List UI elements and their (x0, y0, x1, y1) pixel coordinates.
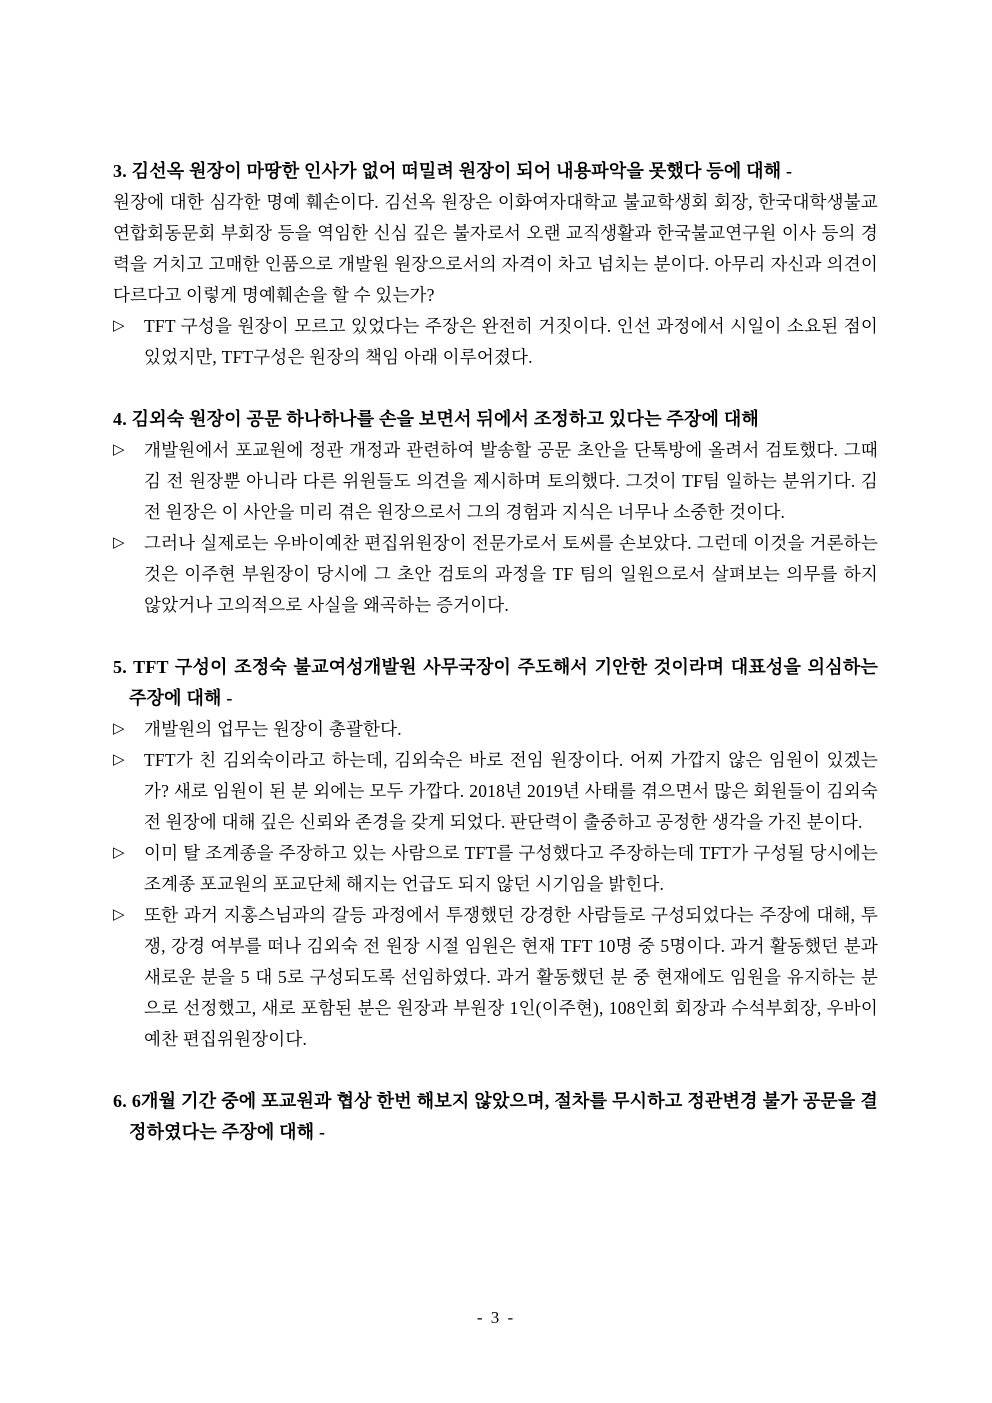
section-heading: 5. TFT 구성이 조정숙 불교여성개발원 사무국장이 주도해서 기안한 것이라며 대표성을 의심하는 주장에 대해 - (113, 657, 878, 708)
bullet-item (113, 714, 878, 745)
section-3 (113, 156, 878, 373)
section-6 (113, 1086, 878, 1148)
page-number: - 3 - (476, 1308, 516, 1327)
triangle-bullet-icon: ▷ (113, 318, 125, 334)
bullet-text: 그러나 실제로는 우바이예찬 편집위원장이 전문가로서 토씨를 손보았다. 그런데 이것을 거론하는 것은 이주현 부원장이 당시에 그 초안 검토의 과정을 TF 팀의 일원으로서 살펴보는 의무를 하지 않았거나 고의적으로 사실을 왜곡하는 증거이다. (144, 533, 878, 615)
bullet-text: 또한 과거 지홍스님과의 갈등 과정에서 투쟁했던 강경한 사람들로 구성되었다는 주장에 대해, 투쟁, 강경 여부를 떠나 김외숙 전 원장 시절 임원은 현재 TFT 10명 중 5명이다. 과거 활동했던 분과 새로운 분을 5 대 5로 구성되도록 선임하였다. 과거 활동했던 분 중 현재에도 임원을 유지하는 분으로 선정했고, 새로 포함된 분은 원장과 부원장 1인(이주현), 108인회 회장과 수석부회장, 우바이예찬 편집위원장이다. (144, 905, 878, 1049)
bullet-text: 이미 탈 조계종을 주장하고 있는 사람으로 TFT를 구성했다고 주장하는데 TFT가 구성될 당시에는 조계종 포교원의 포교단체 해지는 언급도 되지 않던 시기임을 밝힌다. (144, 843, 878, 894)
bullet-text: 개발원의 업무는 원장이 총괄한다. (144, 719, 402, 739)
section-heading: 6. 6개월 기간 중에 포교원과 협상 한번 해보지 않았으며, 절차를 무시하고 정관변경 불가 공문을 결정하였다는 주장에 대해 - (113, 1091, 878, 1142)
section-heading: 4. 김외숙 원장이 공문 하나하나를 손을 보면서 뒤에서 조정하고 있다는 주장에 대해 (113, 409, 760, 429)
triangle-bullet-icon: ▷ (113, 535, 125, 551)
bullet-item (113, 838, 878, 900)
bullet-text: TFT 구성을 원장이 모르고 있었다는 주장은 완전히 거짓이다. 인선 과정에서 시일이 소요된 점이 있었지만, TFT구성은 원장의 책임 아래 이루어졌다. (144, 316, 878, 367)
bullet-item (113, 435, 878, 528)
section-heading: 3. 김선옥 원장이 마땅한 인사가 없어 떠밀려 원장이 되어 내용파악을 못했다 등에 대해 - (113, 161, 793, 181)
bullet-text: 개발원에서 포교원에 정관 개정과 관련하여 발송할 공문 초안을 단톡방에 올려서 검토했다. 그때 김 전 원장뿐 아니라 다른 위원들도 의견을 제시하며 토의했다. 그것이 TF팀 일하는 분위기다. 김 전 원장은 이 사안을 미리 겪은 원장으로서 그의 경험과 지식은 너무나 소중한 것이다. (144, 440, 878, 522)
triangle-bullet-icon: ▷ (113, 442, 125, 458)
bullet-item (113, 311, 878, 373)
section-4 (113, 404, 878, 621)
paragraph: 원장에 대한 심각한 명예 훼손이다. 김선옥 원장은 이화여자대학교 불교학생회 회장, 한국대학생불교연합회동문회 부회장 등을 역임한 신심 깊은 불자로서 오랜 교직생활과 한국불교연구원 이사 등의 경력을 거치고 고매한 인품으로 개발원 원장으로서의 자격이 차고 넘치는 분이다. 아무리 자신과 의견이 다르다고 이렇게 명예훼손을 할 수 있는가? (113, 192, 878, 305)
section-5 (113, 652, 878, 1055)
bullet-item (113, 900, 878, 1055)
bullet-item (113, 745, 878, 838)
bullet-item (113, 528, 878, 621)
triangle-bullet-icon: ▷ (113, 907, 125, 923)
triangle-bullet-icon: ▷ (113, 752, 125, 768)
triangle-bullet-icon: ▷ (113, 721, 125, 737)
bullet-text: TFT가 친 김외숙이라고 하는데, 김외숙은 바로 전임 원장이다. 어찌 가깝지 않은 임원이 있겠는가? 새로 임원이 된 분 외에는 모두 가깝다. 2018년 2019년 사태를 겪으면서 많은 회원들이 김외숙 전 원장에 대해 깊은 신뢰와 존경을 갖게 되었다. 판단력이 출중하고 공정한 생각을 가진 분이다. (144, 750, 878, 832)
triangle-bullet-icon: ▷ (113, 845, 125, 861)
